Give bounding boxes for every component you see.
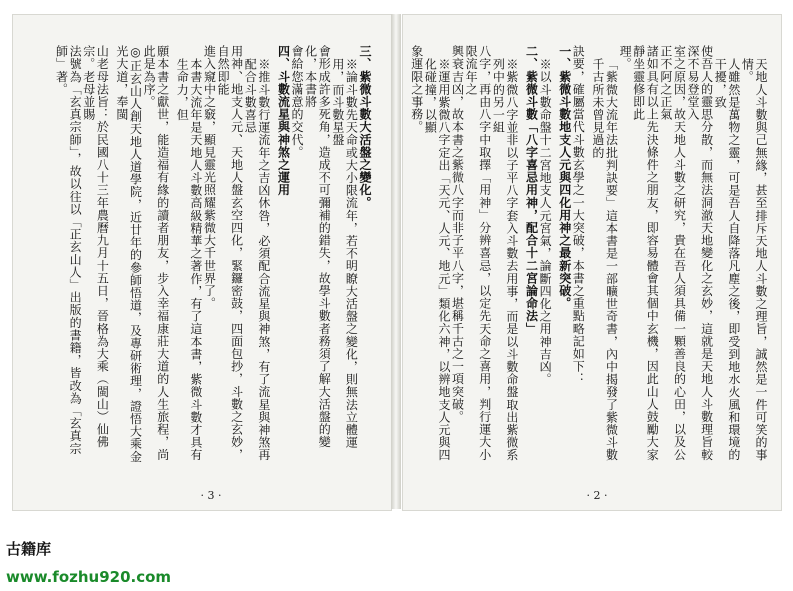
text-column: 一、紫微斗數地支人元與四化用神之最新突破。 xyxy=(557,45,572,310)
text-column: 進入窺中之竅，顯見靈光照耀紫微大千世界了。 xyxy=(202,45,217,310)
text-column: 會形成許多死角，造成不可彌補的錯失，故學斗數者務須了解大活盤的變化，本書將 xyxy=(303,45,332,449)
left-page xyxy=(12,14,392,511)
right-page xyxy=(402,14,782,511)
left-page-text xyxy=(31,45,371,470)
text-column: ※以斗數命盤十二宮地支人元宮氣，論斷四化之用神吉凶。 xyxy=(538,58,553,386)
text-column: ◎正玄山人創天地人道學院，近廿年的參師悟道，及專研術理，證悟大乘金光大道，奉閩 xyxy=(114,45,143,463)
text-column: 諸如具有以上先決條件之朋友，即容易體會其個中玄機，因此山人鼓勵大家靜坐靈修即此 xyxy=(631,45,660,461)
text-column: 二、紫微斗數「八字喜忌用神，配合十二宮論命法」 xyxy=(524,45,539,335)
watermark-url: www.fozhu920.com xyxy=(6,568,172,586)
text-column: 人雖然是萬物之靈，可是吾人自降落凡塵之後，即受到地水火風和環境的干擾，致 xyxy=(713,58,741,462)
text-column: 三、紫微斗數大活盤之變化。 xyxy=(358,45,372,209)
text-column: 法號為「玄真宗師」，故以往以「正玄山人」出版的書籍，皆改為「玄真宗師」著。 xyxy=(54,45,83,455)
text-column: 四、斗數流星與神煞之運用 xyxy=(276,45,291,197)
site-watermark xyxy=(0,535,220,586)
right-page-number: · 2 · xyxy=(586,489,608,502)
text-column: 本書大流年是天地人斗數高級精華之著作，有了這本書，紫微斗數才具有生命力，但 xyxy=(175,58,203,462)
text-column: 興衰吉凶，故本書之紫微八字而非子平八字，堪稱千古之一項突破。 xyxy=(450,45,465,423)
text-column: ※論斗數先天命或大小限流年，若不明瞭大活盤之變化，則無法立體運用，而斗數星盤 xyxy=(330,58,359,449)
right-page-text xyxy=(409,45,768,470)
text-column: 象運限之事務。 xyxy=(409,45,424,134)
text-column: 訣要，確屬當代斗數玄學之一大突破，本書之重點略記如下： xyxy=(571,45,586,386)
text-column: 會給您滿意的交代。 xyxy=(290,45,305,159)
watermark-brand: 古籍库 xyxy=(6,540,52,558)
text-column: ※推斗數行運流年之吉凶休咎，必須配合流星與神煞，有了流星與神煞再配合斗數喜忌 xyxy=(243,58,271,462)
text-column: 室之原因，故天地人斗數之研究，貴在吾人須具備一顆善良的心田，以及公正不阿之正氣 xyxy=(658,45,687,461)
text-column: 八字，再由八字中取擇「用神」分辨喜忌，以定先天命之喜用，判行運大小限流年之 xyxy=(464,45,492,461)
left-page-number: · 3 · xyxy=(200,489,222,502)
text-column: 山老母法旨：於民國八十三年農曆九月十五日，晉格為大乘（閩山）仙佛宗。老母並賜 xyxy=(81,45,110,449)
text-column: 用神、地支人元、天地人盤玄空四化，緊鑼密鼓，四面包抄，斗數之玄妙，自然即能 xyxy=(216,45,244,461)
book-gutter xyxy=(391,14,401,509)
text-column: ※紫微八字並非以子平八字套入斗數去用事，而是以斗數命盤取出紫微系列中的另一組 xyxy=(491,58,519,462)
text-column: 理。 xyxy=(618,45,633,71)
text-column: 「紫微大流年法批判訣要」這本書是一部曠世奇書，內中揭發了紫微斗數千古所未曾見過的 xyxy=(590,58,619,462)
text-column: 天地人斗數與己無緣，甚至排斥天地人斗數之理旨，誠然是一件可笑的事情。 xyxy=(740,58,768,462)
text-column: 願本書之獻世，能造福有緣的讀者朋友，步入幸福康莊大道的人生旅程，尚此是為序。 xyxy=(142,45,170,461)
text-column: 使吾人的靈思分散，而無法洞澈天地變化之玄妙，這就是天地人斗數理旨較深不易登堂入 xyxy=(686,45,714,461)
text-column: ※運用紫微八字定出「天元、人元、地元」類化六神，以辨地支人元與四化碰撞，以顯 xyxy=(423,58,451,462)
